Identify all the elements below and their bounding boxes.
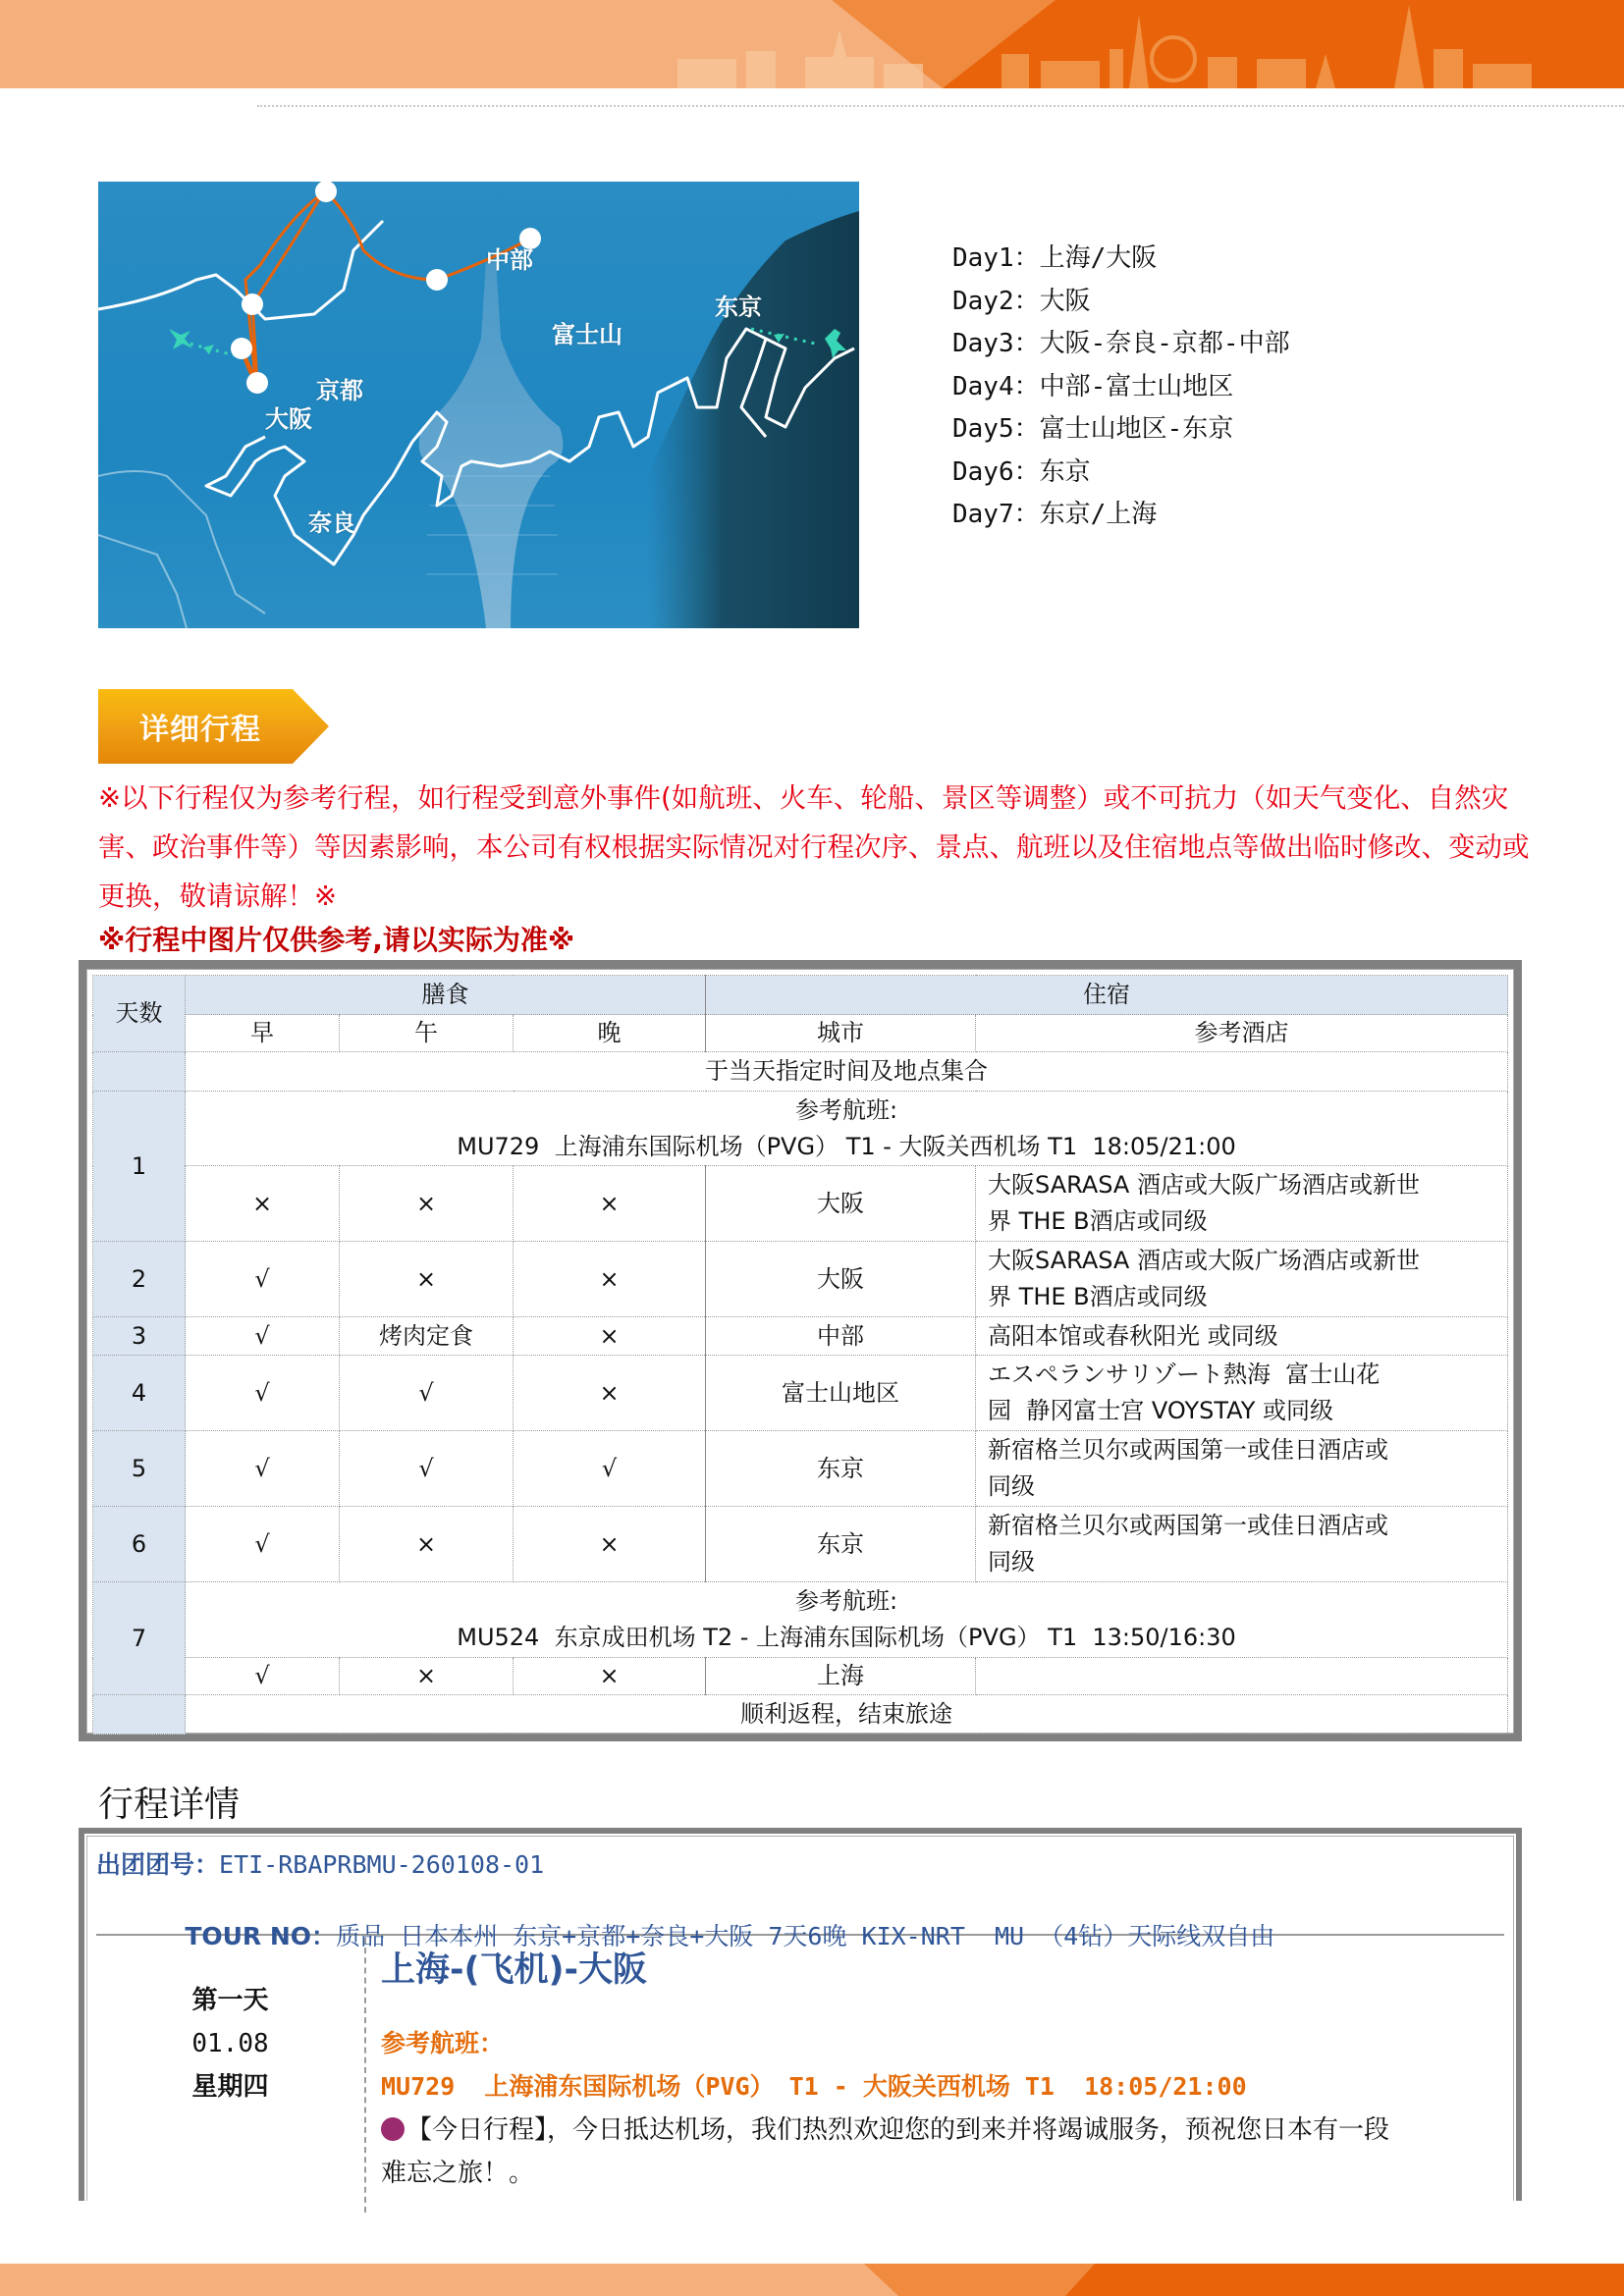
city: 东京 [706, 1431, 976, 1507]
day-number: 7 [93, 1582, 186, 1695]
group-number-label: 出团团号： [96, 1850, 220, 1879]
detail-section-title: 行程详情 [98, 1785, 241, 1825]
map-node-fuji [426, 269, 448, 291]
hotel [976, 1242, 1508, 1317]
disclaimer-notice: ※以下行程仅为参考行程，如行程受到意外事件(如航班、火车、轮船、景区等调整）或不可抗力（如天气变化、自然灾害、政治事件等）等因素影响，本公司有权根据实际情况对行程次序、景点、航班以及住宿地点等做出临时修改、变动或更换，敬请谅解！※ [98, 782, 1530, 912]
meal-breakfast: √ [186, 1507, 340, 1582]
meal-breakfast: √ [186, 1242, 340, 1317]
day-summary-item: Day4：中部-富士山地区 [952, 371, 1234, 401]
city: 大阪 [706, 1242, 976, 1317]
meal-breakfast: × [186, 1166, 340, 1242]
table-row [93, 1166, 1508, 1242]
meal-lunch: 烤肉定食 [340, 1317, 514, 1356]
hotel [976, 1658, 1508, 1695]
meal-breakfast: √ [186, 1658, 340, 1695]
day-summary-item: Day1：上海/大阪 [952, 243, 1158, 273]
end-note: 顺利返程，结束旅途 [186, 1695, 1508, 1735]
meal-dinner: √ [514, 1431, 706, 1507]
day-summary-item: Day7：东京/上海 [952, 500, 1158, 529]
day7-flight-cell [186, 1582, 1508, 1658]
hotel-line: 新宿格兰贝尔或两国第一或佳日酒店或 [988, 1512, 1389, 1539]
header-divider [257, 105, 1624, 107]
day-name: 第一天 [191, 1986, 269, 2015]
meal-dinner: × [514, 1317, 706, 1356]
hotel [976, 1356, 1508, 1431]
day1-flight-cell [186, 1092, 1508, 1166]
day-summary-item: Day3：大阪-奈良-京都-中部 [952, 329, 1290, 358]
hotel-line: 新宿格兰贝尔或两国第一或佳日酒店或 [988, 1436, 1389, 1464]
table-row [93, 1242, 1508, 1317]
group-number [96, 1845, 544, 1881]
day-date: 01.08 [191, 2029, 269, 2058]
map-label-kyoto: 京都 [316, 377, 363, 404]
city: 上海 [706, 1658, 976, 1695]
hotel-line: 大阪SARASA 酒店或大阪广场酒店或新世 [988, 1171, 1420, 1199]
hotel-line: 界 THE B酒店或同级 [988, 1207, 1208, 1235]
today-line: 难忘之旅！。 [381, 2159, 535, 2188]
section-banner-label: 详细行程 [139, 713, 261, 747]
map-node-chubu [315, 182, 337, 202]
today-line: 【今日行程】，今日抵达机场，我们热烈欢迎您的到来并将竭诚服务，预祝您日本有一段 [406, 2115, 1390, 2145]
day-number: 4 [93, 1356, 186, 1431]
map-label-nara: 奈良 [308, 509, 355, 537]
meal-breakfast: √ [186, 1356, 340, 1431]
map-node-nara [246, 372, 268, 394]
table-row [93, 1507, 1508, 1582]
hotel-line: 同级 [988, 1548, 1036, 1575]
ref-flight: MU729 上海浦东国际机场（PVG） T1 - 大阪关西机场 T1 18:05/21:00 [381, 2072, 1247, 2101]
table-row [93, 1356, 1508, 1431]
section-banner [98, 689, 329, 764]
hotel-line: 同级 [988, 1472, 1036, 1500]
header-lodging: 住宿 [706, 976, 1508, 1015]
map-label-osaka: 大阪 [265, 405, 312, 433]
hotel: 高阳本馆或春秋阳光 或同级 [976, 1317, 1508, 1356]
day1-flight: MU729 上海浦东国际机场（PVG） T1 - 大阪关西机场 T1 18:05/21:00 [457, 1132, 1236, 1160]
meal-dinner: × [514, 1507, 706, 1582]
meal-breakfast: √ [186, 1431, 340, 1507]
day-number: 6 [93, 1507, 186, 1582]
tour-number-value: 质品 日本本州 东京+京都+奈良+大阪 7天6晚 KIX-NRT MU （4钻）天际线双自由 [336, 1922, 1275, 1950]
route-title: 上海-(飞机)-大阪 [381, 1950, 648, 1990]
hotel-line: 界 THE B酒店或同级 [988, 1283, 1208, 1310]
hotel-line: 大阪SARASA 酒店或大阪广场酒店或新世 [988, 1247, 1420, 1274]
meal-lunch: × [340, 1166, 514, 1242]
city: 东京 [706, 1507, 976, 1582]
map-node-kyoto [242, 294, 263, 315]
day-number: 2 [93, 1242, 186, 1317]
route-map-image [98, 182, 859, 628]
bullet-dot-icon [381, 2117, 405, 2141]
day-summary-item: Day6：东京 [952, 456, 1091, 487]
photo-disclaimer: ※行程中图片仅供参考,请以实际为准※ [98, 924, 575, 956]
day-number: 1 [93, 1092, 186, 1242]
tour-number-label: TOUR NO： [185, 1922, 337, 1950]
meal-breakfast: √ [186, 1317, 340, 1356]
header-city: 城市 [706, 1015, 976, 1052]
header-banner [0, 0, 1624, 88]
today-itinerary [381, 2109, 1504, 2152]
hotel [976, 1166, 1508, 1242]
meal-lunch: × [340, 1242, 514, 1317]
itinerary-table [92, 975, 1508, 1735]
ref-flight-label: 参考航班: [794, 1095, 898, 1124]
map-node-osaka [231, 338, 252, 359]
city: 中部 [706, 1317, 976, 1356]
city: 大阪 [706, 1166, 976, 1242]
ref-flight-label: 参考航班: [794, 1587, 898, 1615]
header-dinner: 晚 [514, 1015, 706, 1052]
map-label-fuji: 富士山 [552, 321, 623, 348]
day-summary-list [952, 238, 1290, 537]
meal-dinner: × [514, 1356, 706, 1431]
itinerary-table-frame [79, 960, 1522, 1741]
header-hotel: 参考酒店 [976, 1015, 1508, 1052]
meal-dinner: × [514, 1242, 706, 1317]
detail-frame [79, 1828, 1522, 2201]
day-summary-item: Day2：大阪 [952, 286, 1091, 316]
header-meals: 膳食 [186, 976, 706, 1015]
hotel-line: 园 静冈富士宫 VOYSTAY 或同级 [988, 1397, 1334, 1424]
header-day: 天数 [93, 976, 186, 1052]
city: 富士山地区 [706, 1356, 976, 1431]
group-number-value: ETI-RBAPRBMU-260108-01 [219, 1850, 545, 1879]
city-skyline-decoration [0, 0, 1624, 88]
day7-flight: MU524 东京成田机场 T2 - 上海浦东国际机场（PVG） T1 13:50/16:30 [457, 1624, 1236, 1651]
meal-lunch: × [340, 1507, 514, 1582]
table-row [93, 1317, 1508, 1356]
tour-header [96, 1838, 1504, 1950]
hotel [976, 1431, 1508, 1507]
gather-note: 于当天指定时间及地点集合 [186, 1052, 1508, 1092]
meal-lunch: √ [340, 1356, 514, 1431]
table-row [93, 1431, 1508, 1507]
day-number: 5 [93, 1431, 186, 1507]
meal-lunch: √ [340, 1431, 514, 1507]
header-lunch: 午 [340, 1015, 514, 1052]
footer-banner [0, 2264, 1624, 2296]
day-weekday: 星期四 [191, 2072, 269, 2102]
day-number: 3 [93, 1317, 186, 1356]
map-label-tokyo: 东京 [715, 294, 762, 321]
day-info [96, 1938, 366, 2213]
hotel-line: エスペランサリゾート熱海 富士山花 [988, 1361, 1380, 1388]
map-label-chubu: 中部 [486, 246, 533, 274]
ref-flight-label: 参考航班： [381, 2029, 505, 2057]
table-row [93, 1658, 1508, 1695]
day-content [369, 1938, 1504, 2195]
meal-dinner: × [514, 1166, 706, 1242]
day-summary-item: Day5：富士山地区-东京 [952, 414, 1234, 444]
meal-dinner: × [514, 1658, 706, 1695]
header-breakfast: 早 [186, 1015, 340, 1052]
hotel [976, 1507, 1508, 1582]
meal-lunch: × [340, 1658, 514, 1695]
